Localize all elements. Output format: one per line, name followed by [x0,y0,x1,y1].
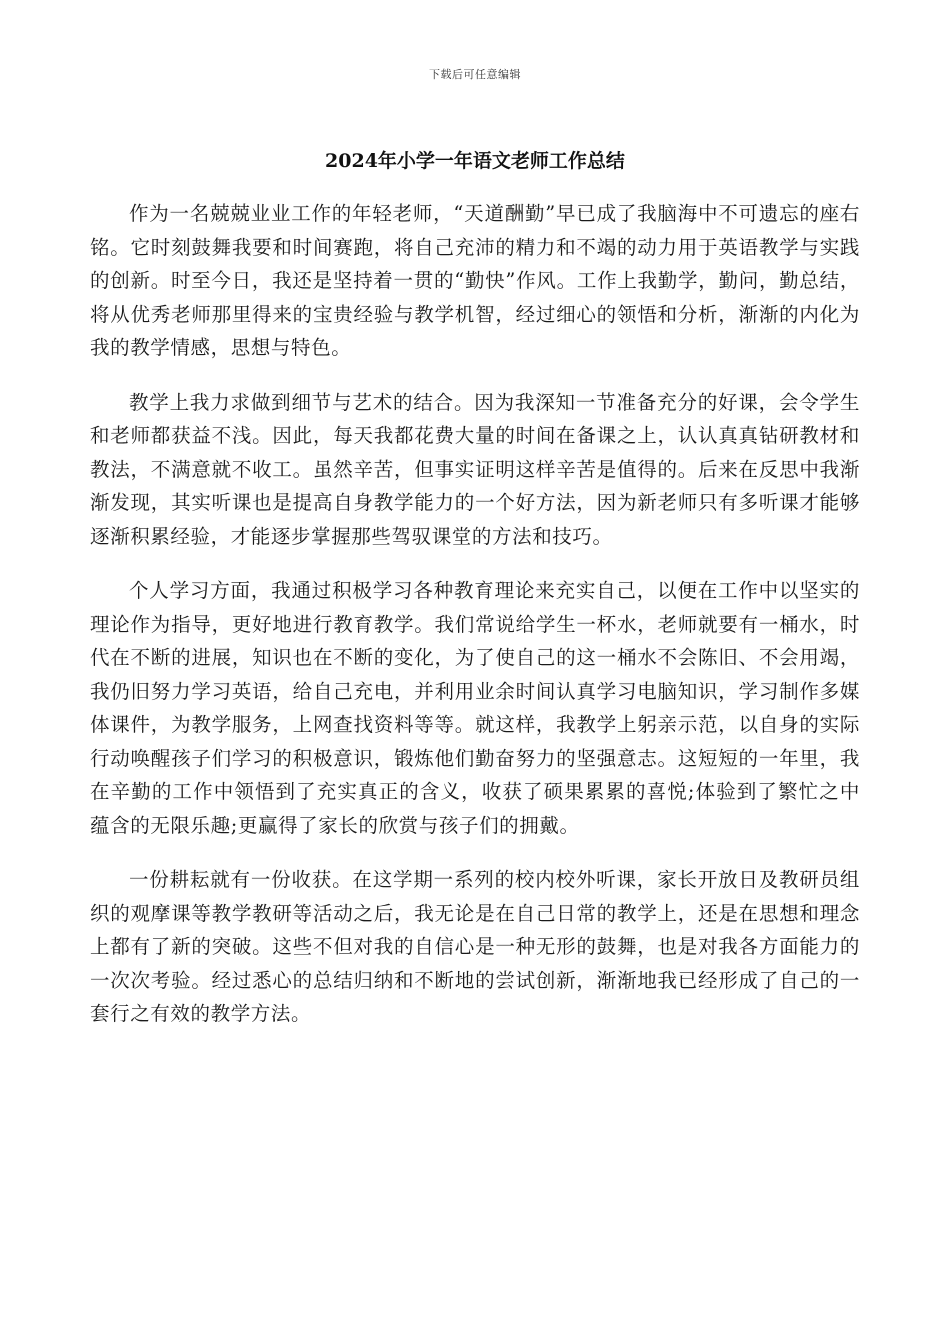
paragraph-1: 作为一名兢兢业业工作的年轻老师，“天道酬勤”早已成了我脑海中不可遗忘的座右铭。它时刻鼓舞我要和时间赛跑，将自己充沛的精力和不竭的动力用于英语教学与实践的创新。时至今日，我还是坚持着一贯的“勤快”作风。工作上我勤学，勤问，勤总结，将从优秀老师那里得来的宝贵经验与教学机智，经过细心的领悟和分析，渐渐的内化为我的教学情感，思想与特色。 [90,202,860,359]
paragraph-3: 个人学习方面，我通过积极学习各种教育理论来充实自己，以便在工作中以坚实的理论作为指导，更好地进行教育教学。我们常说给学生一杯水，老师就要有一桶水，时代在不断的进展，知识也在不断的变化，为了使自己的这一桶水不会陈旧、不会用竭，我仍旧努力学习英语，给自己充电，并利用业余时间认真学习电脑知识，学习制作多媒体课件，为教学服务，上网查找资料等等。就这样，我教学上躬亲示范，以自身的实际行动唤醒孩子们学习的积极意识，锻炼他们勤奋努力的坚强意志。这短短的一年里，我在辛勤的工作中领悟到了充实真正的含义，收获了硕果累累的喜悦;体验到了繁忙之中蕴含的无限乐趣;更赢得了家长的欣赏与孩子们的拥戴。 [90,579,860,837]
header-note: 下载后可任意编辑 [429,68,521,81]
document-body [90,197,860,1052]
paragraph-2: 教学上我力求做到细节与艺术的结合。因为我深知一节准备充分的好课，会令学生和老师都获益不浅。因此，每天我都花费大量的时间在备课之上，认认真真钻研教材和教法，不满意就不收工。虽然辛苦，但事实证明这样辛苦是值得的。后来在反思中我渐渐发现，其实听课也是提高自身教学能力的一个好方法，因为新老师只有多听课才能够逐渐积累经验，才能逐步掌握那些驾驭课堂的方法和技巧。 [90,390,860,548]
document-title: 2024年小学一年语文老师工作总结 [325,150,625,172]
paragraph-4: 一份耕耘就有一份收获。在这学期一系列的校内校外听课，家长开放日及教研员组织的观摩课等教学教研等活动之后，我无论是在自己日常的教学上，还是在思想和理念上都有了新的突破。这些不但对我的自信心是一种无形的鼓舞，也是对我各方面能力的一次次考验。经过悉心的总结归纳和不断地的尝试创新，渐渐地我已经形成了自己的一套行之有效的教学方法。 [90,868,860,1025]
